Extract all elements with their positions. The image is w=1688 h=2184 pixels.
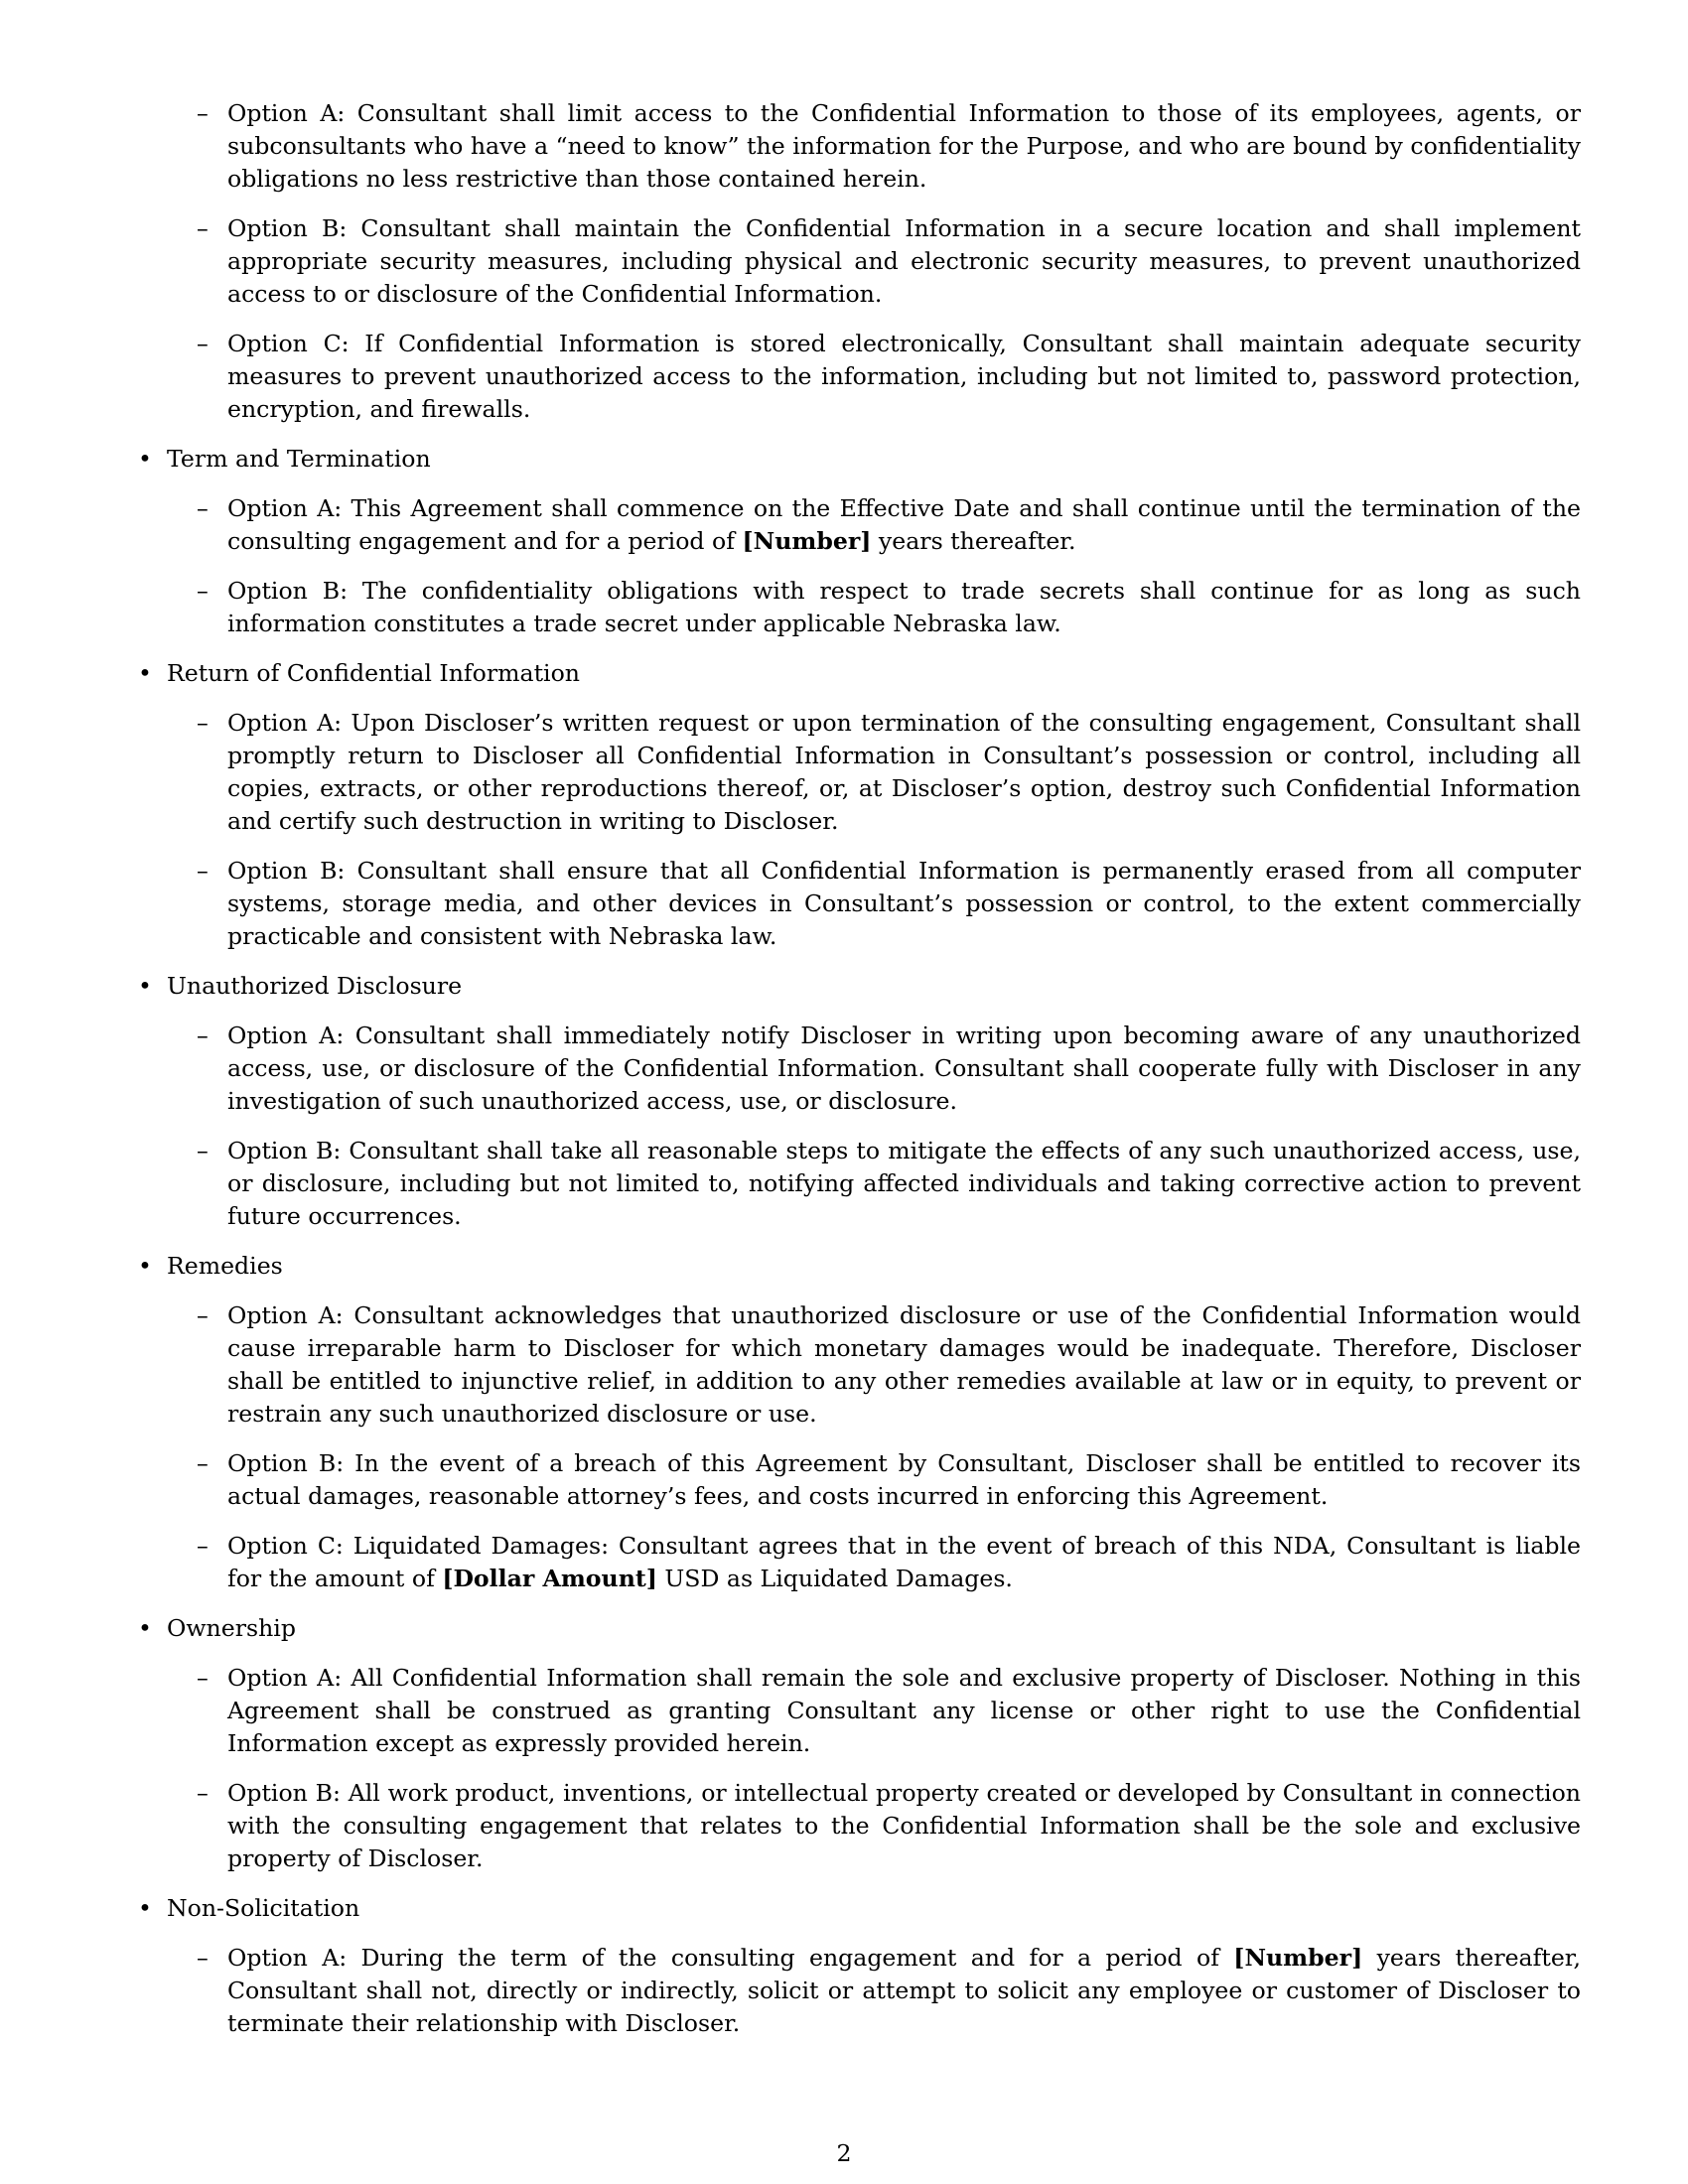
- option-text: Option C: If Confidential Information is stored electronically, Consultant shall maintain adequate security measures to prevent unauthorized access to the information, including but not limited to, password protection, encryption, and firewalls.: [227, 330, 1581, 423]
- dash-marker: –: [197, 857, 209, 885]
- bullet-marker: •: [138, 1252, 152, 1280]
- option-item: [135, 855, 1581, 953]
- section-heading: [135, 970, 1581, 1003]
- section-heading: [135, 1250, 1581, 1283]
- dash-marker: –: [197, 1449, 209, 1477]
- page-number: 2: [836, 2139, 852, 2167]
- option-text: Option C: Liquidated Damages: Consultant agrees that in the event of breach of this NDA, Consultant is liable for the amount of: [227, 1532, 1581, 1592]
- dash-marker: –: [197, 709, 209, 737]
- section-heading: [135, 1892, 1581, 1925]
- section-heading: [135, 1612, 1581, 1645]
- dash-marker: –: [197, 1532, 209, 1560]
- option-item: [135, 1447, 1581, 1513]
- option-text: Option A: Upon Discloser’s written request or upon termination of the consulting engagement, Consultant shall promptly return to Discloser all Confidential Information in Consultant’s possession or control, including all copies, extracts, or other reproductions thereof, or, at Discloser’s option, destroy such Confidential Information and certify such destruction in writing to Discloser.: [227, 709, 1581, 835]
- option-item: [135, 1662, 1581, 1760]
- option-item: [135, 1942, 1581, 2040]
- placeholder-field: [Dollar Amount]: [442, 1565, 657, 1592]
- dash-marker: –: [197, 99, 209, 127]
- dash-marker: –: [197, 494, 209, 522]
- bullet-marker: •: [138, 1614, 152, 1642]
- placeholder-field: [Number]: [1233, 1944, 1363, 1972]
- section-heading-text: Remedies: [167, 1252, 283, 1280]
- option-text: years thereafter, Consultant shall not, directly or indirectly, solicit or attempt to solicit any employee or customer of Discloser to terminate their relationship with Discloser.: [227, 1944, 1581, 2037]
- option-text: years thereafter.: [871, 527, 1076, 555]
- section-heading-text: Non-Solicitation: [167, 1894, 360, 1922]
- option-text: Option A: During the term of the consulting engagement and for a period of: [227, 1944, 1234, 1972]
- section-heading: [135, 443, 1581, 476]
- option-text: Option A: Consultant acknowledges that unauthorized disclosure or use of the Confidential Information would cause irreparable harm to Discloser for which monetary damages would be inadequate. Therefore, Discloser shall be entitled to injunctive relief, in addition to any other remedies available at law or in equity, to prevent or restrain any such unauthorized disclosure or use.: [227, 1301, 1581, 1428]
- bullet-marker: •: [138, 1894, 152, 1922]
- option-text: Option A: This Agreement shall commence on the Effective Date and shall continue until the termination of the consulting engagement and for a period of: [227, 494, 1581, 555]
- placeholder-field: [Number]: [742, 527, 872, 555]
- option-item: [135, 97, 1581, 196]
- dash-marker: –: [197, 1137, 209, 1164]
- dash-marker: –: [197, 1779, 209, 1807]
- option-item: [135, 212, 1581, 311]
- dash-marker: –: [197, 577, 209, 605]
- dash-marker: –: [197, 1944, 209, 1972]
- dash-marker: –: [197, 1022, 209, 1049]
- bullet-marker: •: [138, 445, 152, 473]
- option-text: Option A: Consultant shall limit access to the Confidential Information to those of its employees, agents, or subconsultants who have a “need to know” the information for the Purpose, and who are bound by confidentiality obligations no less restrictive than those contained herein.: [227, 99, 1581, 193]
- option-item: [135, 575, 1581, 640]
- option-text: Option B: Consultant shall take all reasonable steps to mitigate the effects of any such unauthorized access, use, or disclosure, including but not limited to, notifying affected individuals and taking corrective action to prevent future occurrences.: [227, 1137, 1581, 1230]
- section-heading-text: Term and Termination: [167, 445, 431, 473]
- option-item: [135, 328, 1581, 426]
- option-item: [135, 1299, 1581, 1431]
- option-text: USD as Liquidated Damages.: [656, 1565, 1013, 1592]
- option-text: Option B: All work product, inventions, or intellectual property created or developed by Consultant in connection with the consulting engagement that relates to the Confidential Information shall be the sole and exclusive property of Discloser.: [227, 1779, 1581, 1872]
- dash-marker: –: [197, 214, 209, 242]
- option-item: [135, 1135, 1581, 1233]
- option-item: [135, 492, 1581, 558]
- dash-marker: –: [197, 330, 209, 357]
- bullet-marker: •: [138, 972, 152, 1000]
- section-heading: [135, 657, 1581, 690]
- option-text: Option B: In the event of a breach of this Agreement by Consultant, Discloser shall be entitled to recover its actual damages, reasonable attorney’s fees, and costs incurred in enforcing this Agreement.: [227, 1449, 1581, 1510]
- option-text: Option B: Consultant shall ensure that all Confidential Information is permanently erased from all computer systems, storage media, and other devices in Consultant’s possession or control, to the extent commercially practicable and consistent with Nebraska law.: [227, 857, 1581, 950]
- option-text: Option B: Consultant shall maintain the Confidential Information in a secure location and shall implement appropriate security measures, including physical and electronic security measures, to prevent unauthorized access to or disclosure of the Confidential Information.: [227, 214, 1581, 308]
- section-heading-text: Return of Confidential Information: [167, 659, 581, 687]
- option-item: [135, 1777, 1581, 1875]
- dash-marker: –: [197, 1664, 209, 1692]
- option-item: [135, 1020, 1581, 1118]
- dash-marker: –: [197, 1301, 209, 1329]
- bullet-marker: •: [138, 659, 152, 687]
- section-heading-text: Unauthorized Disclosure: [167, 972, 463, 1000]
- option-item: [135, 1530, 1581, 1595]
- document-body: [135, 97, 1581, 2057]
- option-text: Option A: Consultant shall immediately notify Discloser in writing upon becoming aware of any unauthorized access, use, or disclosure of the Confidential Information. Consultant shall cooperate fully with Discloser in any investigation of such unauthorized access, use, or disclosure.: [227, 1022, 1581, 1115]
- option-text: Option B: The confidentiality obligations with respect to trade secrets shall continue for as long as such information constitutes a trade secret under applicable Nebraska law.: [227, 577, 1581, 637]
- option-item: [135, 707, 1581, 838]
- section-heading-text: Ownership: [167, 1614, 296, 1642]
- option-text: Option A: All Confidential Information shall remain the sole and exclusive property of Discloser. Nothing in this Agreement shall be construed as granting Consultant any license or other right to use the Confidential Information except as expressly provided herein.: [227, 1664, 1581, 1757]
